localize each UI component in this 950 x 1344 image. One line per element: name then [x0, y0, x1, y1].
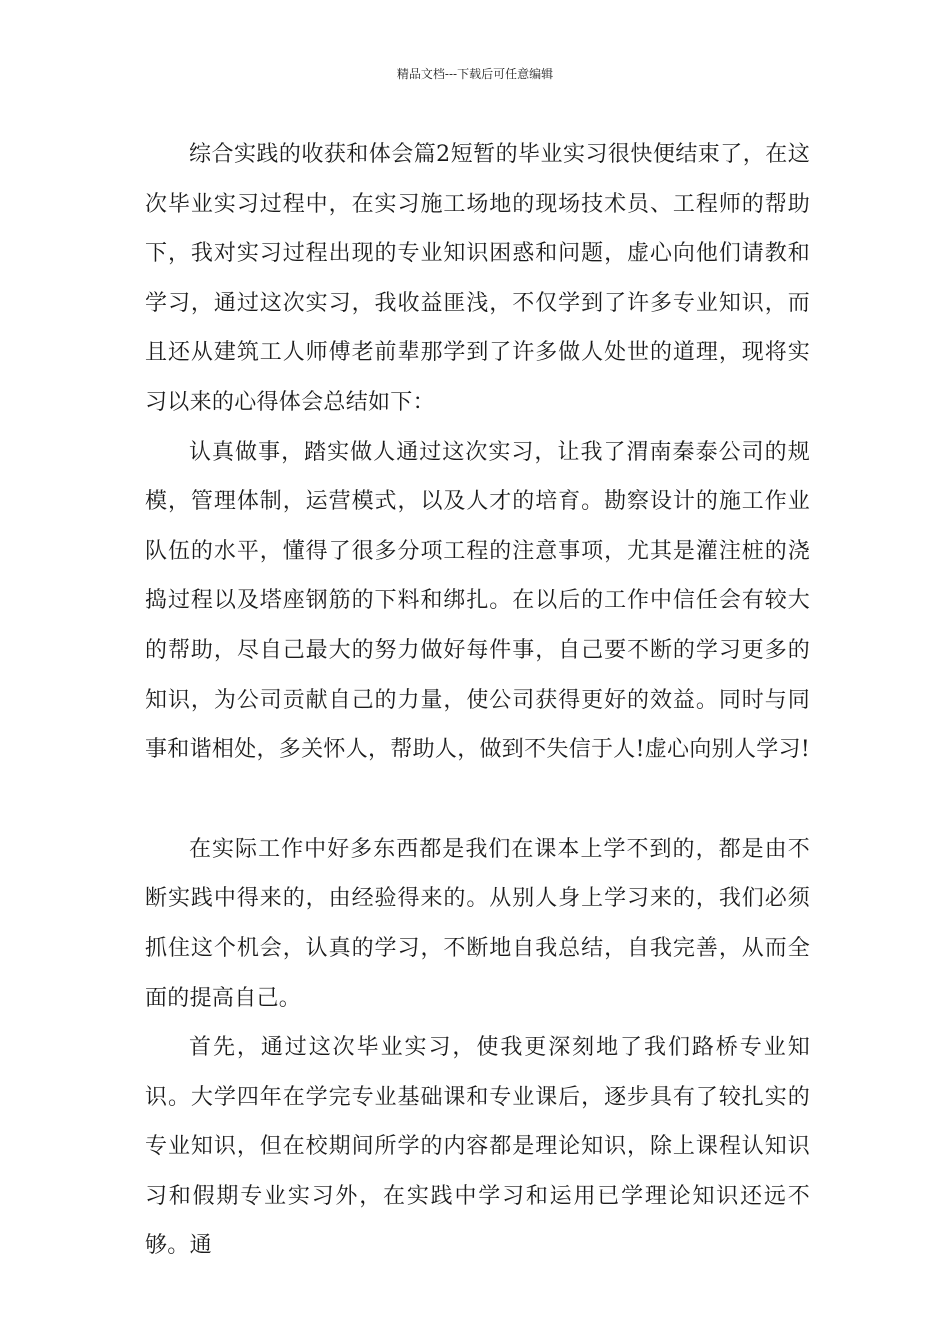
paragraph-spacer — [145, 775, 810, 825]
paragraph-3: 在实际工作中好多东西都是我们在课本上学不到的，都是由不断实践中得来的，由经验得来的。从别人身上学习来的，我们必须抓住这个机会，认真的学习，不断地自我总结，自我完善，从而全面的提高自己。 — [145, 836, 810, 1011]
paragraph-1: 综合实践的收获和体会篇2短暂的毕业实习很快便结束了，在这次毕业实习过程中，在实习施工场地的现场技术员、工程师的帮助下，我对实习过程出现的专业知识困惑和问题，虚心向他们请教和学习，通过这次实习，我收益匪浅，不仅学到了许多专业知识，而且还从建筑工人师傅老前辈那学到了许多做人处世的道理，现将实习以来的心得体会总结如下： — [145, 142, 810, 415]
paragraph-4: 首先，通过这次毕业实习，使我更深刻地了我们路桥专业知识。大学四年在学完专业基础课和专业课后，逐步具有了较扎实的专业知识，但在校期间所学的内容都是理论知识，除上课程认知识习和假期专业实习外，在实践中学习和运用已学理论知识还远不够。通 — [145, 1035, 810, 1259]
document-body — [145, 130, 810, 1271]
paragraph-2: 认真做事，踏实做人通过这次实习，让我了渭南秦泰公司的规模，管理体制，运营模式，以及人才的培育。勘察设计的施工作业队伍的水平，懂得了很多分项工程的注意事项，尤其是灌注桩的浇捣过程以及塔座钢筋的下料和绑扎。在以后的工作中信任会有较大的帮助，尽自己最大的努力做好每件事，自己要不断的学习更多的知识，为公司贡献自己的力量，使公司获得更好的效益。同时与同事和谐相处，多关怀人，帮助人，做到不失信于人!虚心向别人学习! — [145, 439, 810, 763]
page-header: 精品文档---下载后可任意编辑 — [396, 67, 554, 81]
